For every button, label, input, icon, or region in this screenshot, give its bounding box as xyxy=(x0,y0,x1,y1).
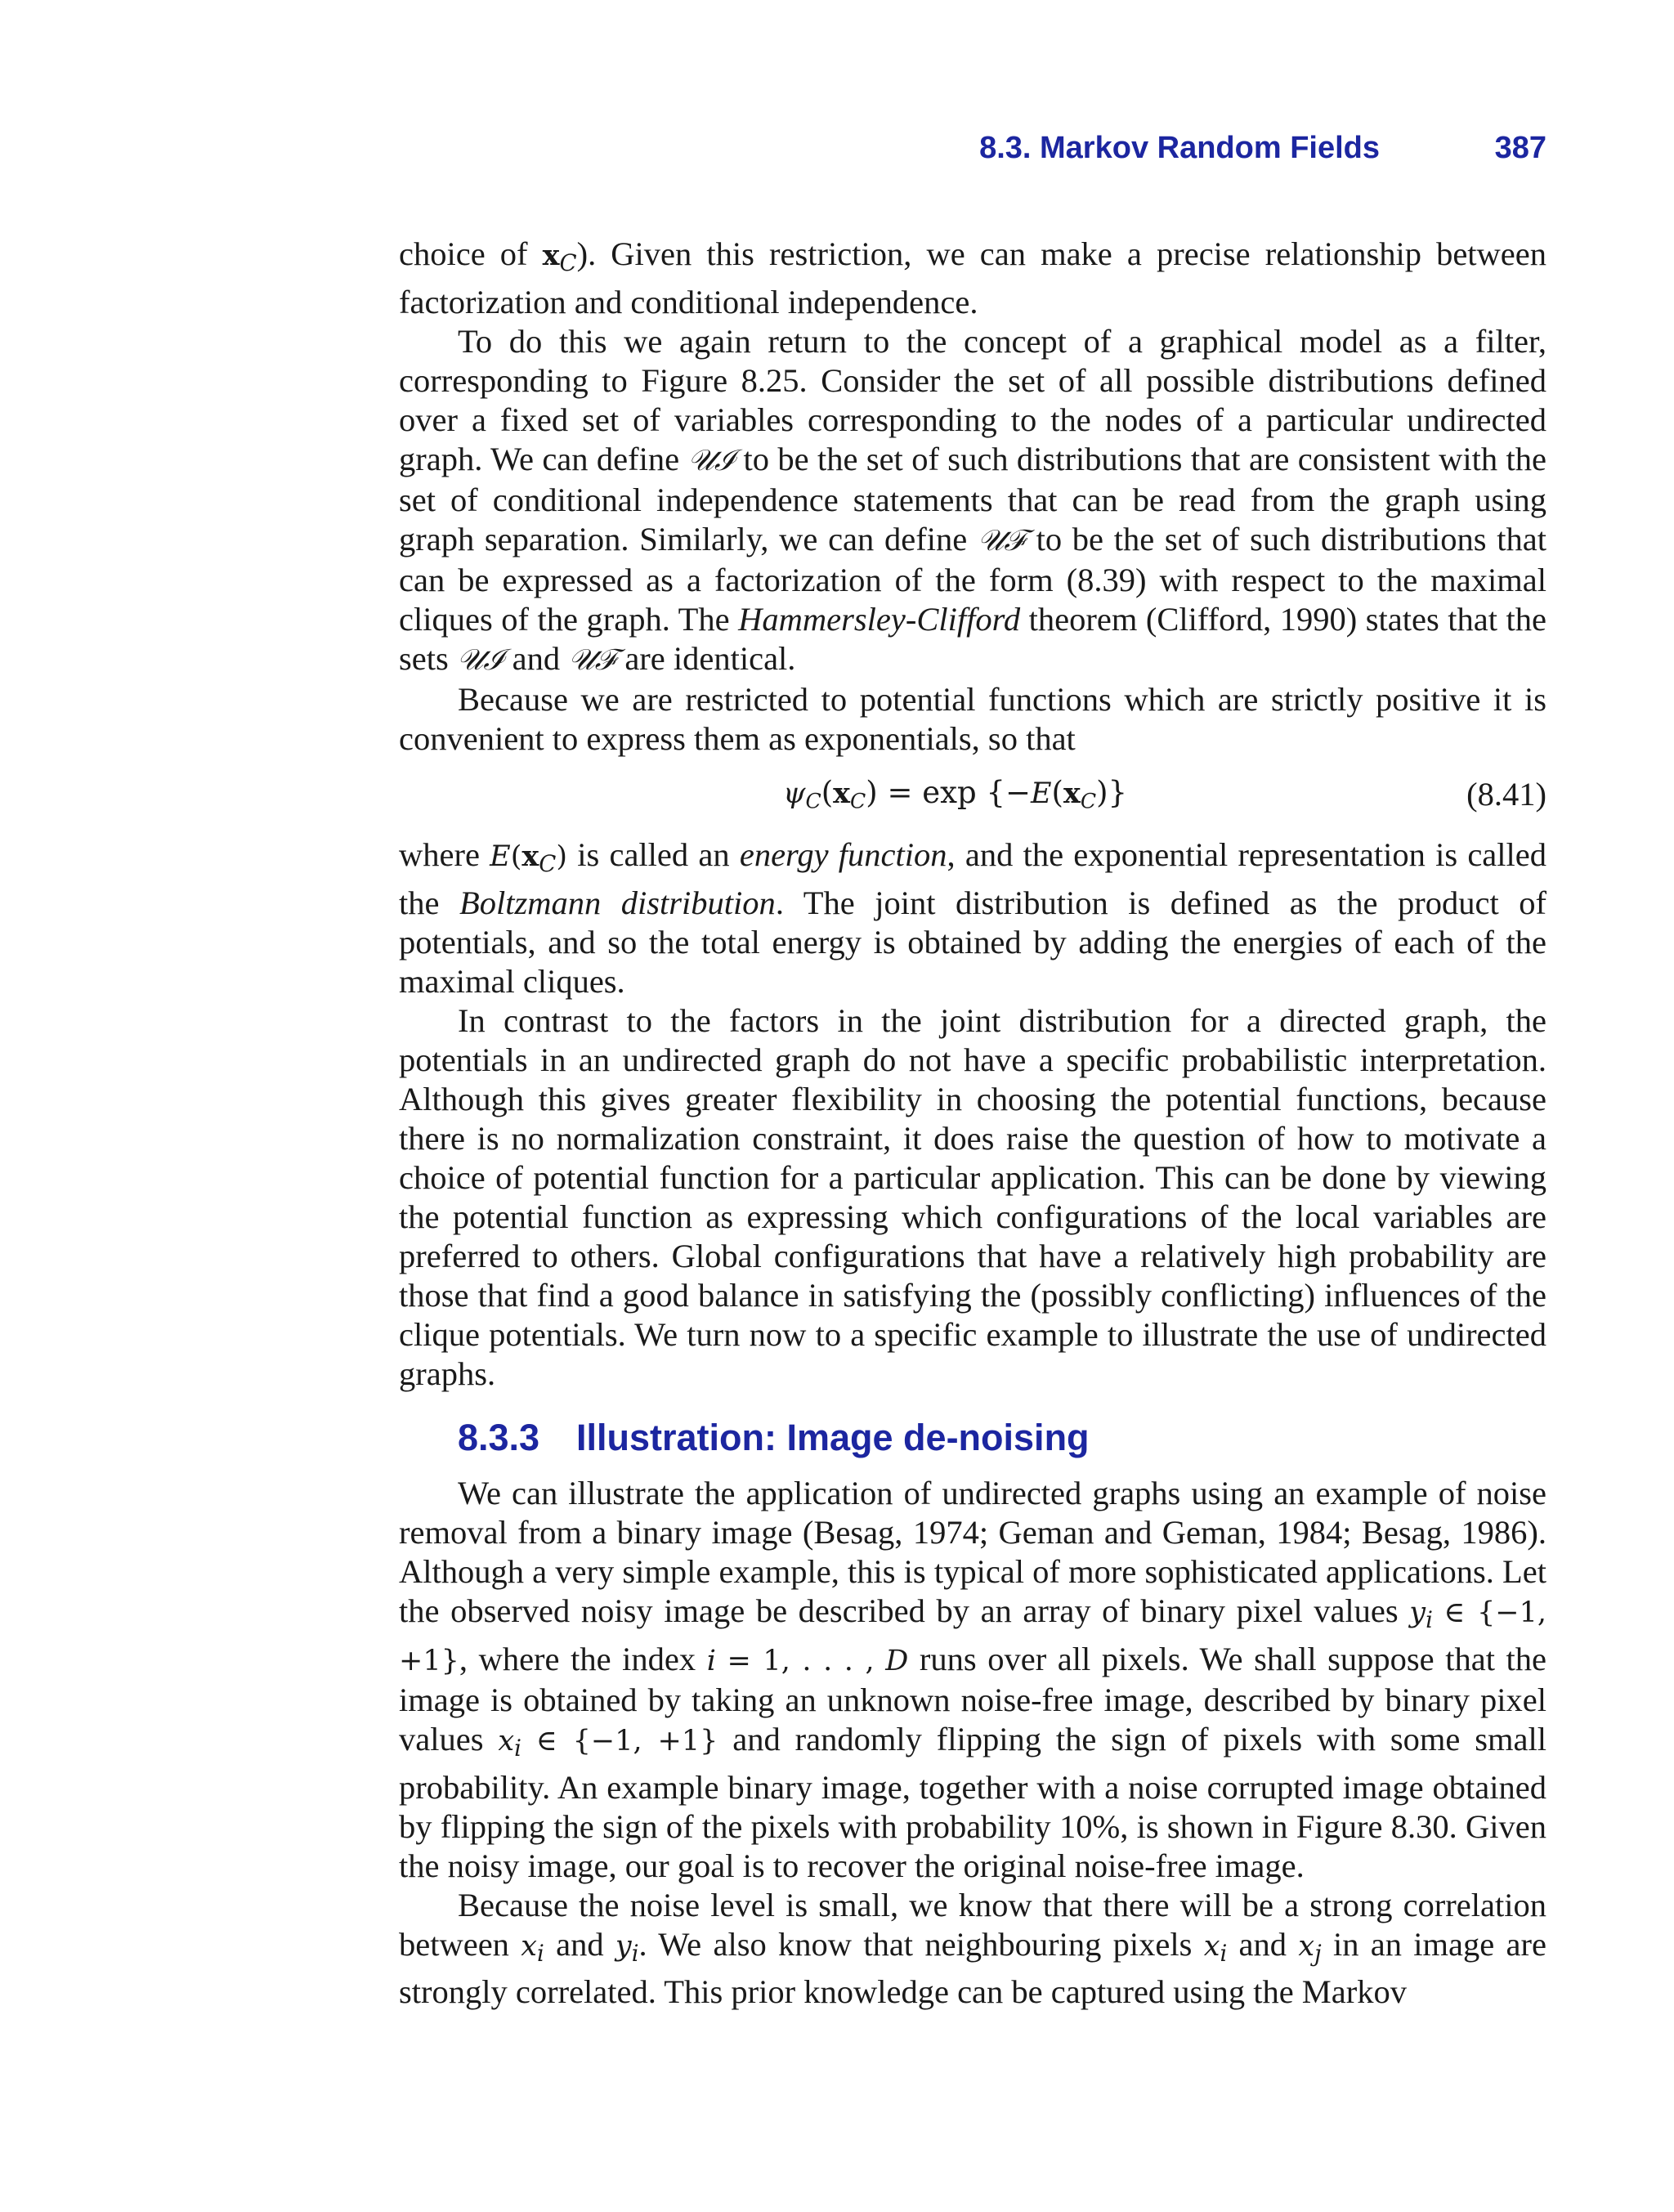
section-title: Illustration: Image de-noising xyxy=(576,1416,1090,1458)
paragraph-1: choice of $x_C$). Given this restriction, we can make a precise relationship between factorization and conditional independence. xyxy=(399,235,1547,320)
body-text xyxy=(399,235,1546,2012)
math-UF: 𝒰ℱ xyxy=(977,523,1026,557)
paragraph-6: We can illustrate the application of undirected graphs using an example of noise removal from a binary image (Besag, 1974; Geman and Geman, 1984; Besag, 1986). Although a very simple example, this is typical of more sophisticated applications. Let the observed noisy image be described by an array of binary pixel values $y_i$ ∈ {−1, +1}, where the index i = 1, . . . , D runs over all pixels. We shall suppose that the image is obtained by taking an unknown noise-free image, described by binary pixel values $x_i$ ∈ {−1, +1} and randomly flipping the sign of pixels with some small probability. An example binary image, together with a noise corrupted image obtained by flipping the sign of the pixels with probability 10%, is shown in Figure 8.30. Given the noisy image, our goal is to recover the original noise-free image. xyxy=(399,1474,1547,1884)
equation-8-41 xyxy=(399,768,1546,821)
paragraph-5: In contrast to the factors in the joint distribution for a directed graph, the potentials in an undirected graph do not have a specific probabilistic interpretation. Although this gives greater flexibility in choosing the potential functions, because there is no normalization constraint, it does raise the question of how to motivate a choice of potential function for a particular application. This can be done by viewing the potential function as expressing which configurations of the local variables are preferred to others. Global configurations that have a relatively high probability are those that find a good balance in satisfying the (possibly conflicting) influences of the clique potentials. We turn now to a specific example to illustrate the use of undirected graphs. xyxy=(399,1001,1546,1392)
paragraph-3: Because we are restricted to potential functions which are strictly positive it is convenient to express them as exponentials, so that xyxy=(399,680,1546,757)
header-page-number: 387 xyxy=(1494,131,1546,165)
running-header xyxy=(399,131,1546,177)
paragraph-2: To do this we again return to the concept of a graphical model as a filter, corresponding to Figure 8.25. Consider the set of all possible distributions defined over a fixed set of variables corresponding to the nodes of a particular undirected graph. We can define 𝒰ℐ to be the set of such distributions that are consistent with the set of conditional independence statements that can be read from the graph using graph separation. Similarly, we can define 𝒰ℱ to be the set of such distributions that can be expressed as a factorization of the form (8.39) with respect to the maximal cliques of the graph. The Hammersley-Clifford theorem (Clifford, 1990) states that the sets 𝒰ℐ and 𝒰ℱ are identical. xyxy=(399,322,1546,677)
header-section-title: 8.3. Markov Random Fields xyxy=(979,131,1380,165)
section-number: 8.3.3 xyxy=(458,1416,540,1458)
section-heading xyxy=(399,1415,1546,1461)
equation-number: (8.41) xyxy=(1466,775,1546,813)
paragraph-7: Because the noise level is small, we know that there will be a strong correlation between $x_i$ and $y_i$. We also know that neighbouring pixels $x_i$ and $x_j$ in an image are strongly correlated. This prior knowledge can be captured using the Markov xyxy=(399,1886,1546,2011)
paragraph-4: where $E(x_C)$ is called an energy function, and the exponential representation is called the Boltzmann distribution. The joint distribution is defined as the product of potentials, and so the total energy is obtained by adding the energies of each of the maximal cliques. xyxy=(399,835,1547,1000)
equation-body: $\psi_C(x_C) = \exp \{-E(x_C)\}$ xyxy=(783,774,1128,813)
math-UI: 𝒰ℐ xyxy=(687,443,736,477)
